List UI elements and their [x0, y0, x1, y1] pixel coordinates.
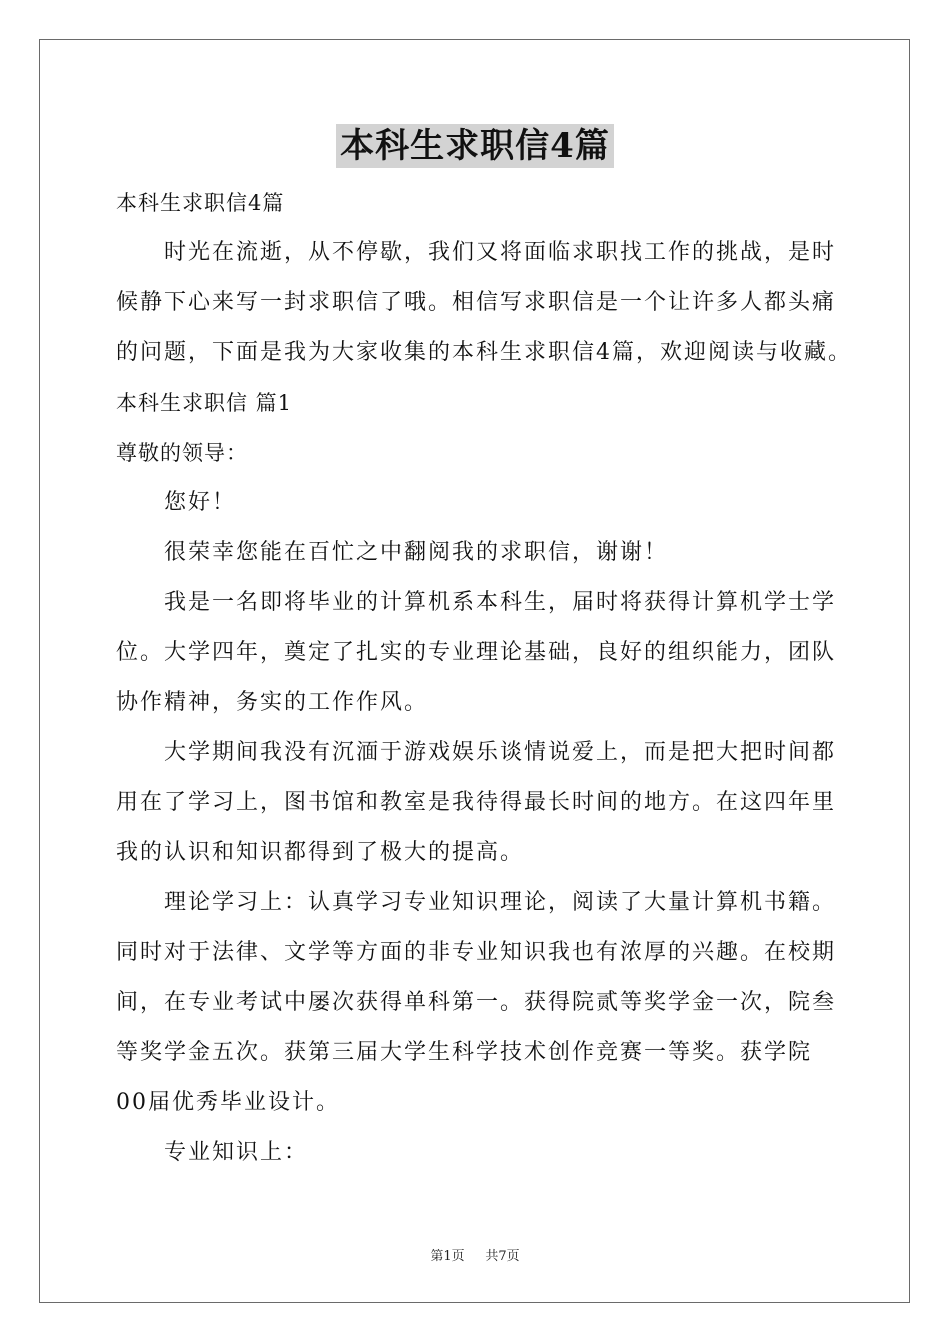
document-title: 本科生求职信4篇: [336, 124, 614, 168]
intro-line-1: 时光在流逝，从不停歇，我们又将面临求职找工作的挑战，是时: [164, 240, 837, 265]
paragraph-1-line-1: 我是一名即将毕业的计算机系本科生，届时将获得计算机学士学: [164, 590, 837, 615]
section-heading: 本科生求职信 篇1: [116, 391, 293, 415]
document-body: [116, 178, 852, 1178]
thanks-line: 很荣幸您能在百忙之中翻阅我的求职信，谢谢！: [164, 540, 669, 565]
paragraph-1-line-3: 协作精神，务实的工作作风。: [116, 690, 429, 715]
salutation: 尊敬的领导：: [116, 441, 248, 465]
paragraph-3-line-3: 间，在专业考试中屡次获得单科第一。获得院贰等奖学金一次，院叁: [116, 990, 837, 1015]
paragraph-3-line-4: 等奖学金五次。获第三届大学生科学技术创作竞赛一等奖。获学院: [116, 1040, 813, 1065]
paragraph-2-line-1: 大学期间我没有沉湎于游戏娱乐谈情说爱上，而是把大把时间都: [164, 740, 837, 765]
subtitle-line: 本科生求职信4篇: [116, 191, 285, 215]
paragraph-3-line-1: 理论学习上：认真学习专业知识理论，阅读了大量计算机书籍。: [164, 890, 837, 915]
title-container: [0, 124, 950, 168]
paragraph-4-line-1: 专业知识上：: [164, 1140, 309, 1165]
paragraph-3-line-2: 同时对于法律、文学等方面的非专业知识我也有浓厚的兴趣。在校期: [116, 940, 837, 965]
greeting: 您好！: [164, 490, 237, 515]
page-total: 共7页: [485, 1249, 520, 1264]
intro-line-2: 候静下心来写一封求职信了哦。相信写求职信是一个让许多人都头痛: [116, 290, 837, 315]
paragraph-2-line-2: 用在了学习上，图书馆和教室是我待得最长时间的地方。在这四年里: [116, 790, 837, 815]
paragraph-2-line-3: 我的认识和知识都得到了极大的提高。: [116, 840, 525, 865]
intro-line-3: 的问题，下面是我为大家收集的本科生求职信4篇，欢迎阅读与收藏。: [116, 340, 852, 365]
page-footer: [0, 1245, 950, 1264]
paragraph-3-line-5: 00届优秀毕业设计。: [116, 1090, 340, 1115]
page-number: 第1页: [430, 1249, 465, 1264]
paragraph-1-line-2: 位。大学四年，奠定了扎实的专业理论基础，良好的组织能力，团队: [116, 640, 837, 665]
